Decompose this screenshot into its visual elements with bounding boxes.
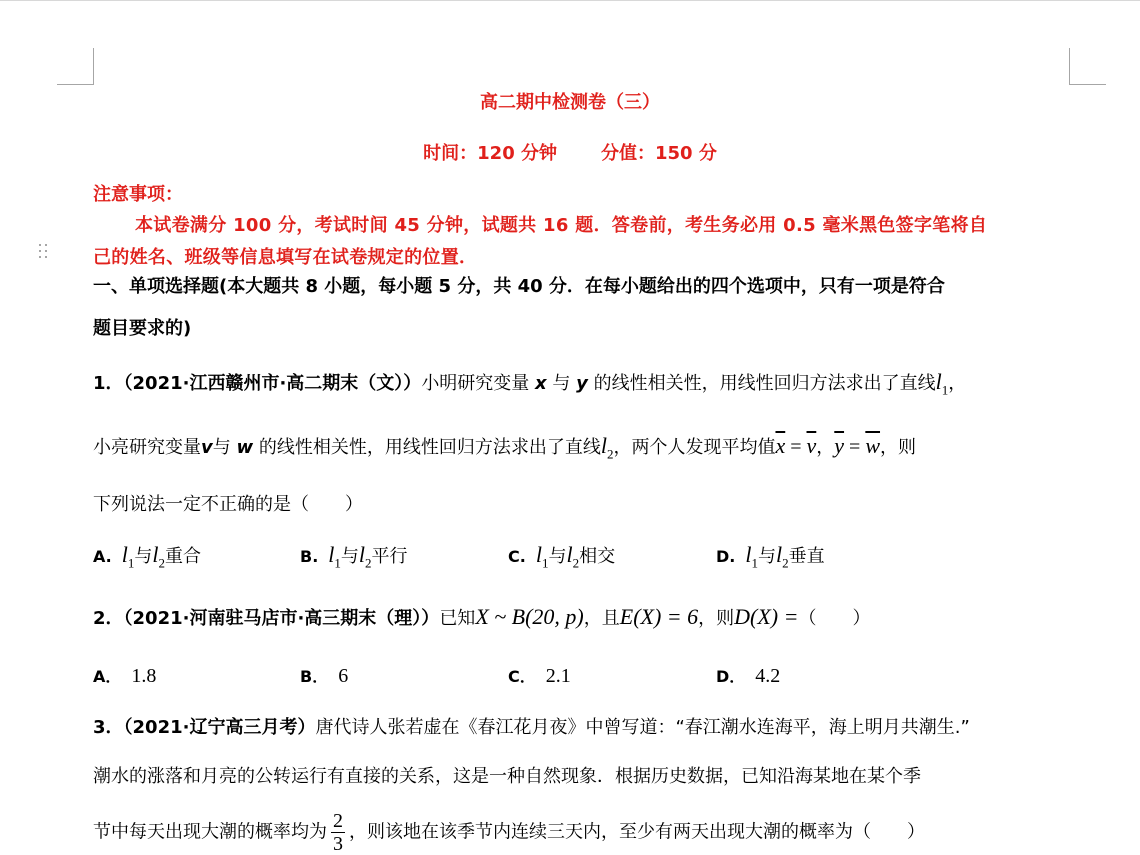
line-l2: $l_2$ — [600, 433, 614, 462]
question-1-line-1 — [93, 369, 966, 398]
notice-heading: 注意事项： — [93, 184, 183, 205]
drag-handle-icon[interactable] — [38, 243, 50, 259]
q1-option-b[interactable]: B. $l_1$与$l_2$平行 — [300, 542, 408, 571]
notice-line-2: 己的姓名、班级等信息填写在试卷规定的位置． — [93, 247, 478, 268]
question-source: （2021·江西赣州市·高二期末（文）） — [123, 373, 422, 394]
q2-option-d[interactable]: D． 4.2 — [716, 665, 781, 687]
question-3-line-3 — [93, 810, 925, 855]
q2-text: ，且 — [583, 608, 620, 629]
question-1-line-2 — [93, 433, 916, 462]
q2-option-a[interactable]: A． 1.8 — [93, 665, 157, 687]
q1-text: 小亮研究变量 — [93, 437, 201, 458]
q1-text: 的线性相关性，用线性回归方法求出了直线 — [253, 437, 601, 458]
q1-text: 小明研究变量 — [421, 373, 536, 394]
fraction-two-thirds: $\frac{2}{3}$ — [333, 810, 343, 855]
q3-text: 节中每天出现大潮的概率均为 — [93, 821, 327, 843]
notice-line-1: 本试卷满分 100 分，考试时间 45 分钟，试题共 16 题．答卷前，考生务必用 0.5 毫米黑色签字笔将自 — [135, 215, 988, 236]
q3-text: 唐代诗人张若虚在《春江花月夜》中曾写道：“春江潮水连海平，海上明月共潮生.” — [315, 717, 970, 738]
q1-text: ， — [948, 373, 967, 394]
q1-option-c[interactable]: C. $l_1$与$l_2$相交 — [508, 542, 616, 571]
variance-expression: D(X) = — [734, 604, 799, 629]
question-number: 2． — [93, 608, 124, 629]
question-number: 1． — [93, 373, 124, 394]
var-x: x — [535, 373, 547, 394]
question-1-line-3: 下列说法一定不正确的是（ ） — [93, 494, 363, 515]
question-3-line-2: 潮水的涨落和月亮的公转运行有直接的关系，这是一种自然现象．根据历史数据，已知沿海某地在某个季 — [93, 766, 921, 787]
q1-text: 与 — [212, 437, 237, 458]
document-title: 高二期中检测卷（三） — [480, 92, 660, 113]
q2-text: ，则 — [698, 608, 735, 629]
q1-text: ， — [816, 437, 835, 458]
exam-score: 分值：150 分 — [601, 143, 717, 164]
q1-text: ，则 — [880, 437, 917, 458]
q1-option-a[interactable]: A. $l_1$与$l_2$重合 — [93, 542, 202, 571]
crop-mark-top-right — [1069, 48, 1106, 85]
var-v: v — [201, 437, 213, 458]
q3-text: ，则该地在该季节内连续三天内，至少有两天出现大潮的概率为（ ） — [349, 821, 925, 843]
expectation-equation: E(X) = 6 — [619, 604, 699, 629]
q2-text: 已知 — [439, 608, 476, 629]
page-top-border — [0, 0, 1140, 1]
question-source: （2021·辽宁高三月考） — [123, 717, 316, 738]
q1-text: ，两个人发现平均值 — [613, 437, 776, 458]
exam-time: 时间：120 分钟 — [423, 143, 557, 164]
binomial-distribution: X ~ B(20, p) — [475, 604, 584, 629]
line-l1: $l_1$ — [935, 369, 949, 398]
q1-text: 与 — [546, 373, 577, 394]
q2-option-b[interactable]: B． 6 — [300, 665, 349, 687]
answer-blank: （ ） — [798, 608, 871, 629]
question-source: （2021·河南驻马店市·高三期末（理）） — [123, 608, 440, 629]
crop-mark-top-left — [57, 48, 94, 85]
question-3-line-1 — [93, 713, 970, 739]
var-w: w — [236, 437, 254, 458]
var-y: y — [576, 373, 588, 394]
section-heading-line-2: 题目要求的) — [93, 318, 192, 339]
q1-option-d[interactable]: D. $l_1$与$l_2$垂直 — [716, 542, 825, 571]
question-number: 3． — [93, 717, 124, 738]
section-heading-line-1: 一、单项选择题(本大题共 8 小题，每小题 5 分，共 40 分．在每小题给出的四个选项中，只有一项是符合 — [93, 276, 945, 297]
mean-equation-y-w: $\overline{y} = \overline{w}$ — [834, 433, 881, 458]
exam-info — [0, 139, 1140, 165]
question-2 — [93, 604, 870, 630]
q2-option-c[interactable]: C． 2.1 — [508, 665, 571, 687]
mean-equation-x-v: $\overline{x} = \overline{v}$ — [775, 433, 817, 458]
q1-text: 的线性相关性，用线性回归方法求出了直线 — [587, 373, 936, 394]
